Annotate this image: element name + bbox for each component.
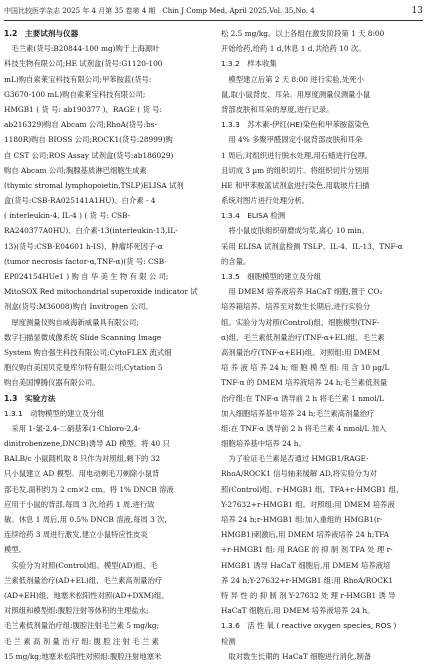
text-line: 培养箱培养。培养至对数生长期后,进行实验分 (221, 302, 371, 312)
text-line: 毛兰素低剂量治疗组:腹腔注射毛兰素 5 mg/kg; (4, 621, 160, 631)
section-heading: 1.2 主要试剂与仪器 (4, 29, 79, 38)
text-line: 兰素低剂量治疗(AD+EL)组、毛兰素高剂量治疗 (4, 575, 163, 585)
text-line: 高剂量治疗(TNF-α+EH)组。对照组:用 DMEM (221, 347, 381, 357)
header-rule (4, 20, 423, 21)
text-line: HaCaT 细胞后,用 DMEM 培养液培养 24 h。 (221, 606, 375, 616)
text-line: RA240377A0HU)、白介素-13(interleukin-13,IL- (4, 226, 178, 236)
text-line: 采用 ELISA 试剂盒检测 TSLP、IL-4、IL-13、TNF-α (221, 241, 403, 251)
text-line: BALB/c 小鼠随机取 8 只作为对照组,剩下的 32 (4, 454, 161, 464)
text-line: 13)(货号:CSB-E04601 h-IS)、肿瘤坏死因子-α (4, 241, 163, 251)
text-line: 采用 1-氯-2,4-二硝基苯(1-Chloro-2,4- (4, 423, 141, 433)
text-line: 照(Control)组、r-HMGB1 组、TFA+r-HMGB1 组、 (221, 484, 404, 494)
text-line: 开始给药,给药 1 d,休息 1 d,共给药 10 次。 (221, 44, 366, 54)
section-heading: 1.3.4 ELISA 检测 (221, 211, 286, 221)
text-line: 细胞培养基中培养 24 h。 (221, 439, 306, 449)
text-line: α)组、毛兰素低剂量治疗(TNF-α+EL)组、毛兰素 (221, 332, 385, 342)
text-line: 加入细胞培养基中培养 24 h;毛兰素高剂量治疗 (221, 408, 375, 418)
text-line: 毛 兰 素 高 剂 量 治 疗 组: 腹 腔 注 射 毛 兰 素 (4, 636, 159, 646)
text-line: HE 和甲苯胺蓝试剂盒进行染色,用载玻片扫描 (221, 180, 370, 190)
text-line: 只小鼠建立 AD 模型。用电动剃毛刀剃除小鼠背 (4, 469, 160, 479)
text-line: 15 mg/kg;地塞米松阳性对照组:腹腔注射地塞米 (4, 651, 162, 661)
text-line: (AD+EH)组、地塞米松阳性对照(AD+DXM)组。 (4, 590, 169, 600)
section-heading: 1.3.1 动物模型的建立及分组 (4, 408, 105, 418)
text-line: 且切成 3 μm 的组织切片。将组织切片分别用 (221, 165, 370, 175)
text-line: ab216329)购自 Abcam 公司;RhoA(货号:bs- (4, 120, 157, 130)
section-heading: 1.3.5 细胞模型的建立及分组 (221, 272, 322, 281)
text-line: EP024154HUe1 ) 购 自 华 美 生 物 有 限 公 司; (4, 272, 169, 281)
text-line: dinitrobenzene,DNCB)诱导 AD 模型。将 40 只 (4, 439, 170, 449)
text-line: RhoA/ROCK1 信号轴来缓解 AD,将实验分为对 (221, 469, 377, 479)
section-heading: 1.3.6 活 性 氧 ( reactive oxygen species, ROS ) (221, 621, 397, 631)
text-line: 科技生物有限公司;HE 试剂盒(货号:G1120-100 (4, 59, 163, 69)
text-line: 将小鼠皮肤组织研磨成匀浆,离心 10 min。 (221, 226, 369, 236)
text-line: 取对数生长期的 HaCaT 细胞进行消化,制备 (221, 651, 372, 661)
text-line: 模型建立后第 2 天 8:00 进行实验,处死小 (221, 74, 364, 84)
text-line: 的含量。 (221, 256, 251, 266)
text-line: 模型。 (4, 545, 27, 555)
text-line: 盒(货号:CSB-RA025141A1HU)、白介素 - 4 (4, 196, 156, 206)
text-line: ( interleukin-4, IL-4 ) ( 货 号: CSB- (4, 211, 131, 221)
text-line: 培养 24 h;r-HMGB1 组:加入重组的 HMGB1(r- (221, 515, 383, 524)
text-line: MitoSOX Red mitochondrial superoxide indicator 试 (4, 287, 198, 297)
text-line: (tumor necrosis factor-α,TNF-α)(货 号: CSB- (4, 256, 167, 266)
text-line: 购自美国博腾仪器有限公司。 (4, 378, 100, 388)
section-heading: 1.3.3 苏木素-伊红(HE)染色和甲苯胺蓝染色 (221, 120, 370, 130)
text-line: HMGB1 诱导 HaCaT 细胞后,用 DMEM 培养液培 (221, 560, 391, 570)
right-text-column (221, 26, 423, 664)
text-line: 治疗组:在 TNF-α 诱导前 2 h 将毛兰素 1 nmol/L (221, 393, 385, 403)
left-text-column (4, 26, 206, 664)
text-line: 敏。休息 1 周后,用 0.5% DNCB 溶液,每周 3 次, (4, 515, 167, 524)
text-line: G3670-100 mL)购自索莱宝科技有限公司; (4, 89, 146, 99)
text-line: 背部皮肤和耳朵的厚度,进行记录。 (221, 104, 334, 114)
text-line: 鼠,取小鼠背皮、耳朵。用厚度测量仪测量小鼠 (221, 89, 371, 99)
text-line: 特 异 性 的 抑 制 剂 Y-27632 处 理 r-HMGB1 诱 导 (221, 590, 396, 600)
section-heading: 1.3 实验方法 (4, 393, 56, 403)
text-line: 系统对图片进行处理分析。 (221, 196, 310, 206)
text-line: 对照组和模型组:腹腔注射等体积的生理盐水; (4, 606, 149, 616)
text-line: mL)购自索莱宝科技有限公司;甲苯胺蓝(货号: (4, 74, 152, 84)
section-heading: 1.3.2 样本收集 (221, 59, 277, 69)
text-line: 用 4% 多聚甲醛固定小鼠背部皮肤和耳朵 (221, 135, 363, 145)
running-header (4, 4, 423, 18)
text-line: 组:在 TNF-α 诱导前 2 h 将毛兰素 4 nmol/L 加入 (221, 423, 387, 433)
text-line: 剂盒(货号:M36008)购自 Invitrogen 公司。 (4, 302, 153, 312)
text-line: 为了验证毛兰素是否通过 HMGB1/RAGE- (221, 454, 369, 464)
text-line: 1 周后,对组织进行脱水处理,用石蜡进行包埋, (221, 150, 368, 160)
text-line: 厚度测量仪购自威海新威量具有限公司; (4, 317, 139, 327)
text-line: +r-HMGB1 组: 用 RAGE 的 抑 制 剂 TFA 处 理 r- (221, 545, 393, 555)
journal-citation: 中国比较医学杂志 2025 年 4 月第 35 卷第 4 期 Chin J Comp Med, April 2025,Vol. 35,No. 4 (4, 7, 315, 15)
text-line: 检测 (221, 636, 236, 646)
text-line: 养 24 h;Y-27632+r-HMGB1 组:用 RhoA/ROCK1 (221, 575, 394, 585)
text-line: 连续给药 3 周进行激发,建立小鼠特应性皮炎 (4, 530, 148, 540)
text-line: HMGB1 ( 货 号: ab190377 )、RAGE ( 货 号: (4, 104, 162, 114)
text-line: Y-27632+r-HMGB1 组。对照组:用 DMEM 培养液 (221, 499, 395, 509)
text-line: 1180R)购自 BIOSS 公司;ROCK1(货号:28999)购 (4, 135, 173, 145)
text-line: 部毛发,面积约为 2 cm×2 cm。将 1% DNCB 溶液 (4, 484, 174, 494)
text-line: 毛兰素(货号:B20844-100 mg)购于上海源叶 (4, 44, 160, 54)
page-number: 13 (411, 6, 423, 16)
text-line: 数字扫描显微成像系统 Slide Scanning Image (4, 332, 162, 342)
text-line: HMGB1)刺激后,用 DMEM 培养液培养 24 h;TFA (221, 530, 389, 540)
text-line: 应用于小鼠的背部,每周 3 次,给药 1 周,进行致 (4, 499, 155, 509)
text-line: System 购自强生科技有限公司;CytoFLEX 流式细 (4, 347, 172, 357)
text-line: 用 DMEM 培养液培养 HaCaT 细胞,置于 CO₂ (221, 287, 383, 297)
text-line: 实验分为对照(Control)组、模型(AD)组、毛 (4, 560, 158, 570)
text-line: 松 2.5 mg/kg。以上各组在激发阶段第 1 天 8:00 (221, 29, 385, 38)
text-line: 培 养 液 培 养 24 h; 细 胞 模 型 组: 用 含 10 μg/L (221, 363, 390, 373)
text-line: 胞仪购自美国贝克曼库尔特有限公司;Cytation 5 (4, 363, 163, 373)
text-line: 自 CST 公司;ROS Assay 试剂盒(货号:ab186029) (4, 150, 174, 160)
text-line: (thymic stromal lymphopoietin,TSLP)ELISA 试剂 (4, 180, 184, 190)
text-line: 购自 Abcam 公司;胸腺基质淋巴细胞生成素 (4, 165, 147, 175)
text-line: TNF-α 的 DMEM 培养液培养 24 h;毛兰素低剂量 (221, 378, 388, 388)
text-line: 组。实验分为对照(Control)组、细胞模型(TNF- (221, 317, 379, 327)
